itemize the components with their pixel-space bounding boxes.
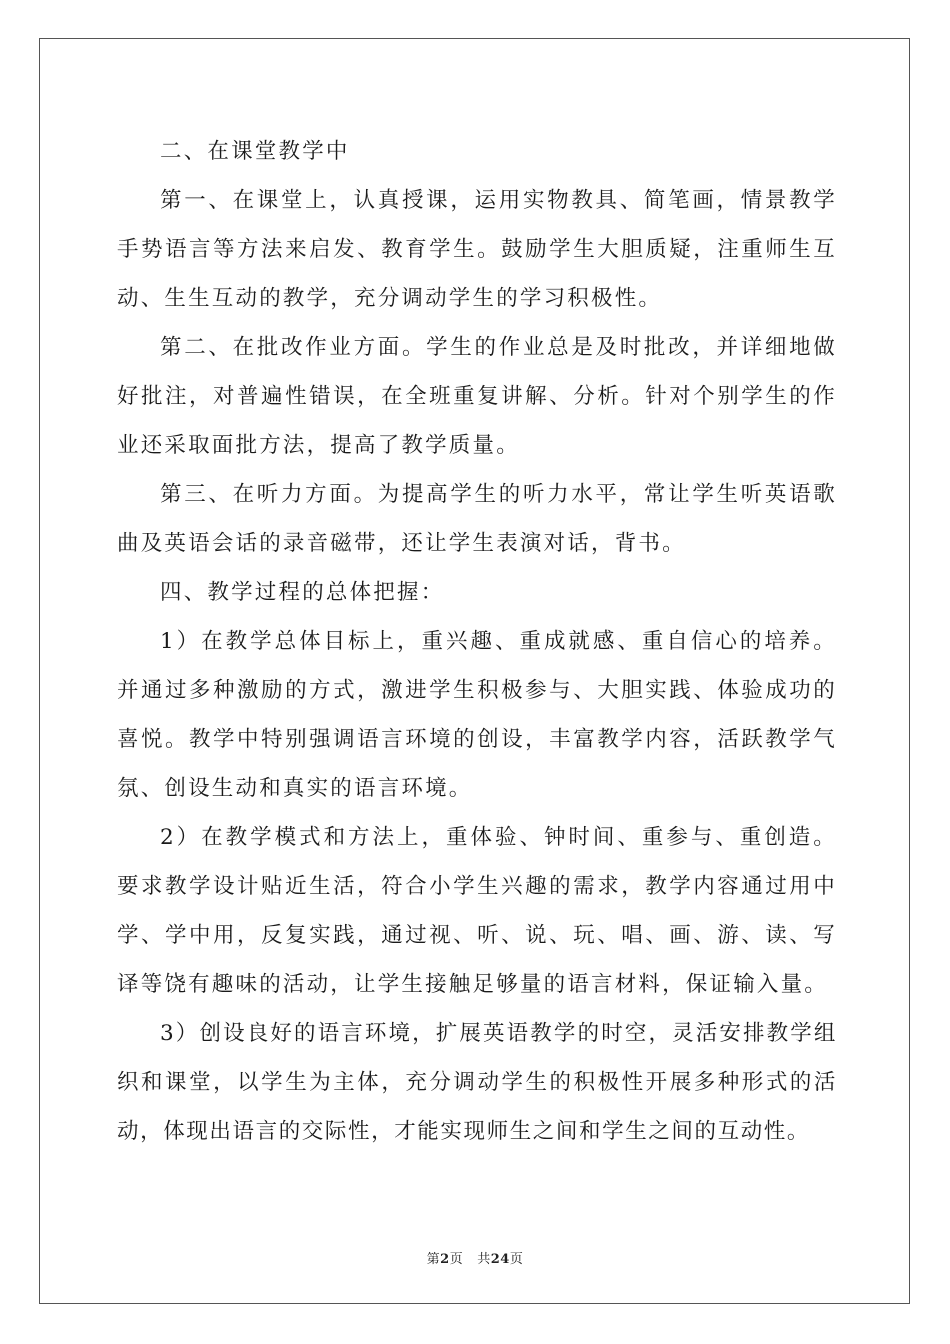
total-suffix: 页 [509, 1252, 524, 1267]
total-pages: 24 [490, 1252, 510, 1267]
total-prefix: 共 [477, 1252, 491, 1267]
paragraph-item-3: 3）创设良好的语言环境，扩展英语教学的时空，灵活安排教学组织和课堂，以学生为主体，充分调动学生的积极性开展多种形式的活动，体现出语言的交际性，才能实现师生之间和学生之间的互动性。 [117, 1021, 837, 1144]
paragraph-first-point: 第一、在课堂上，认真授课，运用实物教具、简笔画，情景教学手势语言等方法来启发、教育学生。鼓励学生大胆质疑，注重师生互动、生生互动的教学，充分调动学生的学习积极性。 [117, 188, 837, 311]
page-number: 2 [440, 1252, 450, 1267]
page-suffix: 页 [449, 1252, 464, 1267]
paragraph-item-1: 1）在教学总体目标上，重兴趣、重成就感、重自信心的培养。并通过多种激励的方式，激进学生积极参与、大胆实践、体验成功的喜悦。教学中特别强调语言环境的创设，丰富教学内容，活跃教学气氛、创设生动和真实的语言环境。 [117, 629, 837, 801]
paragraph-item-2: 2）在教学模式和方法上，重体验、钟时间、重参与、重创造。要求教学设计贴近生活，符合小学生兴趣的需求，教学内容通过用中学、学中用，反复实践，通过视、听、说、玩、唱、画、游、读、写译等饶有趣味的活动，让学生接触足够量的语言材料，保证输入量。 [117, 825, 837, 997]
section-heading-classroom: 二、在课堂教学中 [160, 139, 350, 164]
paragraph-third-point: 第三、在听力方面。为提高学生的听力水平，常让学生听英语歌曲及英语会话的录音磁带，还让学生表演对话，背书。 [117, 482, 837, 556]
page-footer [0, 1248, 950, 1267]
document-body [117, 127, 837, 1156]
paragraph-second-point: 第二、在批改作业方面。学生的作业总是及时批改，并详细地做好批注，对普遍性错误，在全班重复讲解、分析。针对个别学生的作业还采取面批方法，提高了教学质量。 [117, 335, 837, 458]
section-heading-overall: 四、教学过程的总体把握： [160, 580, 445, 605]
page-prefix: 第 [426, 1252, 441, 1267]
